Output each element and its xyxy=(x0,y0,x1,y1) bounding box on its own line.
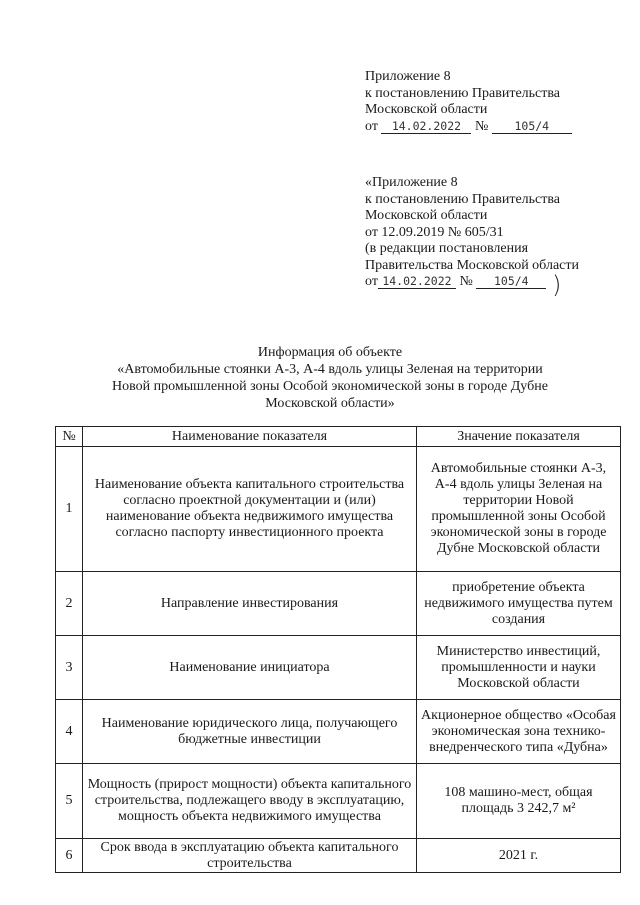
appendix-number: 105/4 xyxy=(476,274,546,289)
table-row xyxy=(56,636,621,700)
appendix-line: к постановлению Правительства xyxy=(365,191,561,207)
table-row xyxy=(56,447,621,572)
title-line: «Автомобильные стоянки А-3, А-4 вдоль улицы Зеленая на территории xyxy=(117,362,543,377)
title-line: Московской области» xyxy=(265,396,395,411)
appendix-date: 14.02.2022 xyxy=(378,274,456,289)
appendix-line: «Приложение 8 xyxy=(365,175,458,190)
row-value: Акционерное общество «Особая экономическая зона технико-внедренческого типа «Дубна» xyxy=(417,700,621,764)
table-row xyxy=(56,572,621,636)
row-value: приобретение объекта недвижимого имущества путем создания xyxy=(417,572,621,636)
title-line: Информация об объекте xyxy=(257,345,403,360)
row-value: Автомобильные стоянки А-3, А-4 вдоль улицы Зеленая на территории Новой промышленной зоны Особой экономической зоны в городе Дубне Московской области xyxy=(417,447,621,572)
document-title xyxy=(80,344,580,412)
row-indicator: Мощность (прирост мощности) объекта капитального строительства, подлежащего вводу в эксплуатацию, мощность объекта недвижимого имущества xyxy=(83,764,417,839)
object-info-table xyxy=(55,426,621,873)
row-value: Министерство инвестиций, промышленности и науки Московской области xyxy=(417,636,621,700)
row-indicator: Направление инвестирования xyxy=(83,572,417,636)
from-label: от xyxy=(365,118,378,134)
appendix-line: (в редакции постановления xyxy=(365,241,529,256)
appendix-header xyxy=(365,69,572,135)
header-value: Значение показателя xyxy=(417,427,621,447)
table-header-row xyxy=(56,427,621,447)
header-indicator: Наименование показателя xyxy=(83,427,417,447)
appendix-date-line xyxy=(365,119,572,136)
appendix-line: Московской области xyxy=(365,102,488,117)
title-line: Новой промышленной зоны Особой экономической зоны в городе Дубне xyxy=(112,379,548,394)
table-row xyxy=(56,839,621,873)
appendix-line: к постановлению Правительства xyxy=(365,85,561,101)
closing-bracket: ) xyxy=(552,271,562,299)
header-number: № xyxy=(56,427,83,447)
table-row xyxy=(56,700,621,764)
row-indicator: Наименование юридического лица, получающего бюджетные инвестиции xyxy=(83,700,417,764)
row-value: 2021 г. xyxy=(417,839,621,873)
appendix-line: Московской области xyxy=(365,208,488,223)
appendix-line: Правительства Московской области xyxy=(365,257,579,273)
row-indicator: Наименование объекта капитального строительства согласно проектной документации и (или) наименование объекта недвижимого имущества согласно паспорту инвестиционного проекта xyxy=(83,447,417,572)
appendix-line: Приложение 8 xyxy=(365,69,451,84)
row-number: 3 xyxy=(56,636,83,700)
row-value: 108 машино-мест, общая площадь 3 242,7 м² xyxy=(417,764,621,839)
appendix-number: 105/4 xyxy=(492,119,572,134)
number-sign: № xyxy=(459,274,473,289)
original-appendix-header xyxy=(365,175,579,291)
row-number: 4 xyxy=(56,700,83,764)
row-indicator: Наименование инициатора xyxy=(83,636,417,700)
appendix-line: от 12.09.2019 № 605/31 xyxy=(365,224,504,240)
row-number: 5 xyxy=(56,764,83,839)
table-row xyxy=(56,764,621,839)
appendix-date-line xyxy=(365,274,579,291)
appendix-date: 14.02.2022 xyxy=(381,119,471,134)
from-label: от xyxy=(365,274,378,289)
row-indicator: Срок ввода в эксплуатацию объекта капитального строительства xyxy=(83,839,417,873)
number-sign: № xyxy=(474,118,489,134)
row-number: 6 xyxy=(56,839,83,873)
row-number: 1 xyxy=(56,447,83,572)
row-number: 2 xyxy=(56,572,83,636)
